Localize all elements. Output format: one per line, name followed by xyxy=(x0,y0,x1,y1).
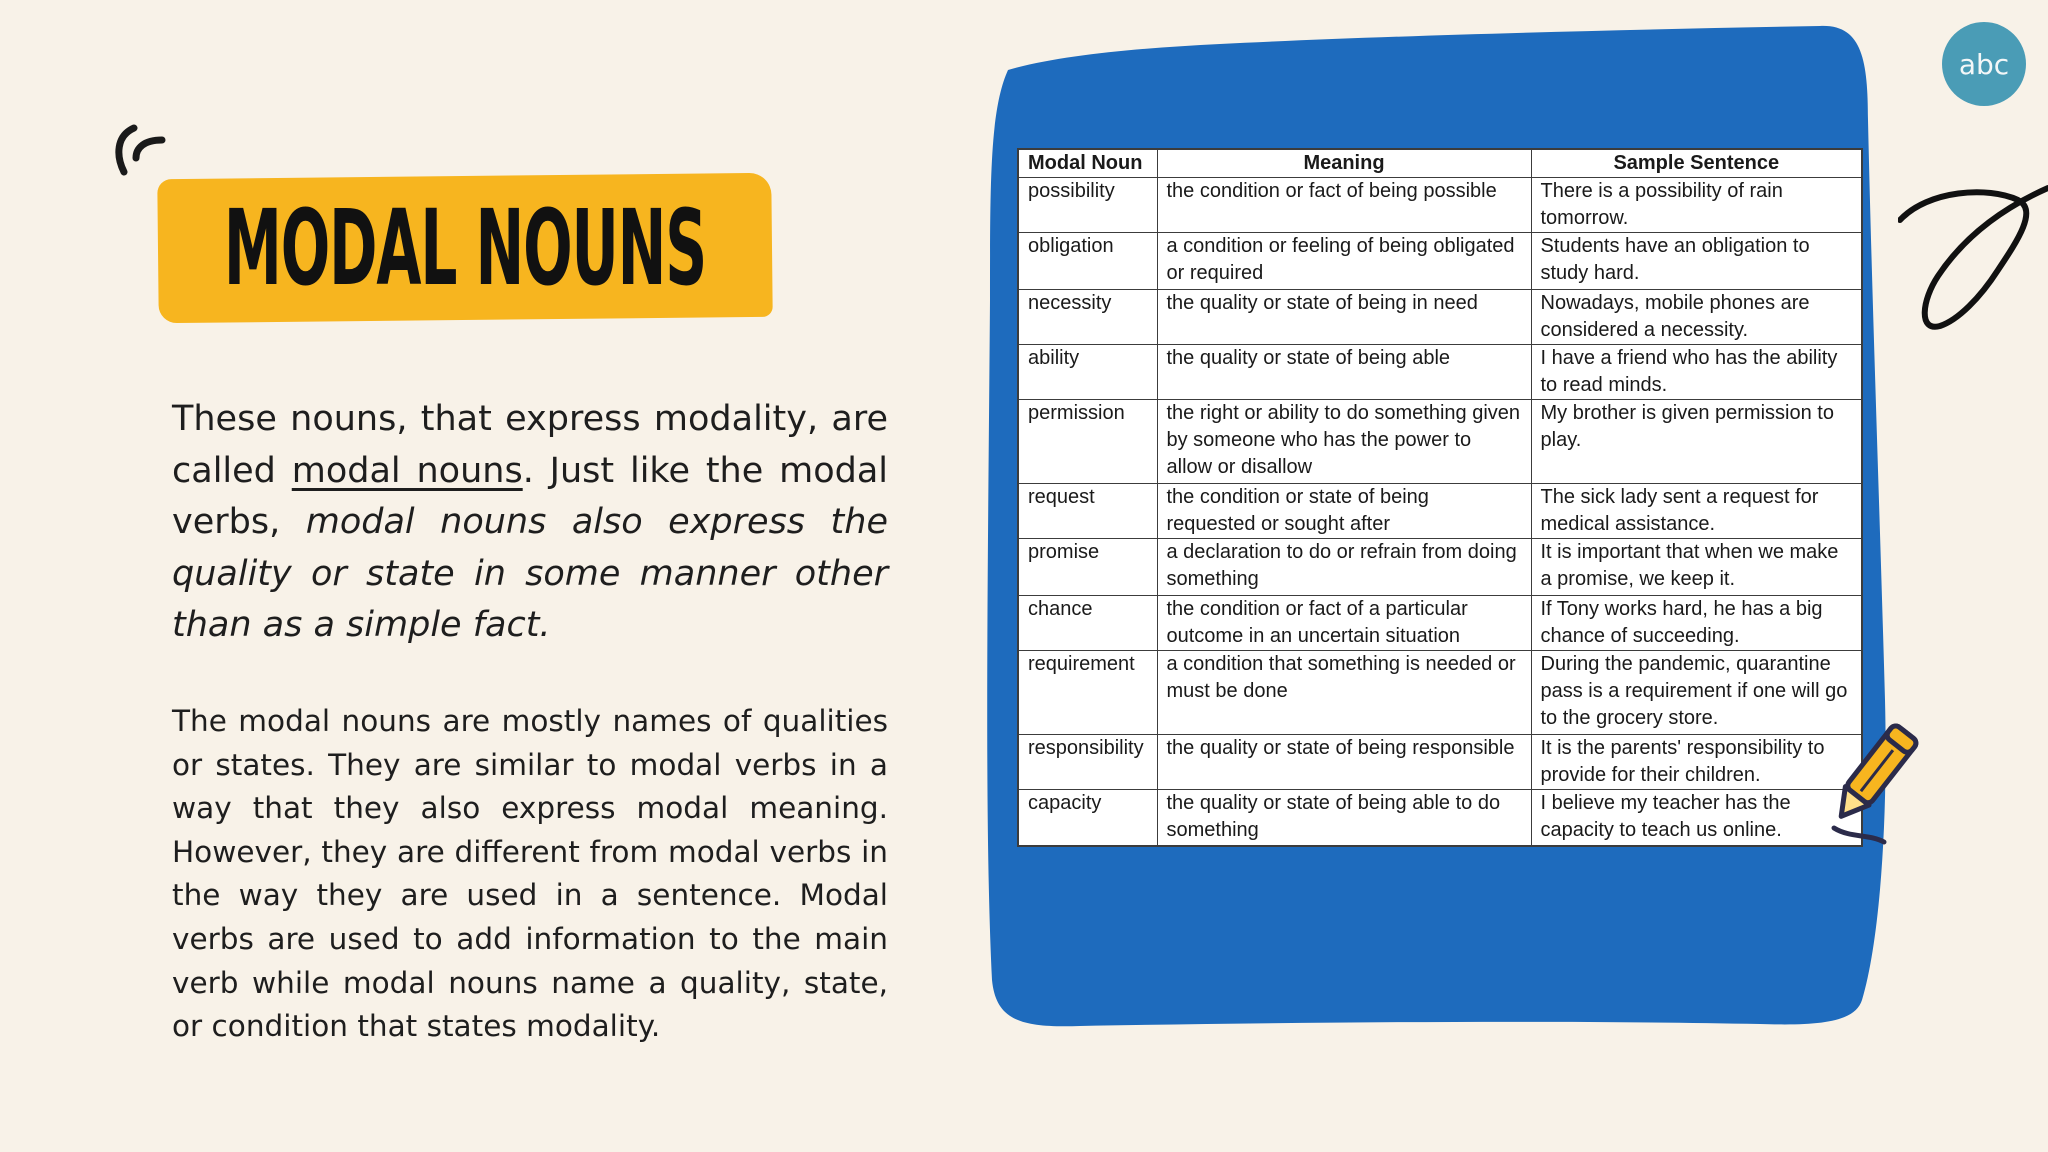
cell-sentence: I have a friend who has the ability to read minds. xyxy=(1531,345,1862,400)
header-sample-sentence: Sample Sentence xyxy=(1531,149,1862,178)
table-row xyxy=(1018,651,1862,735)
cell-noun: responsibility xyxy=(1018,734,1157,789)
cell-meaning: the condition or state of being requested or sought after xyxy=(1157,484,1531,539)
page-title: MODAL NOUNS xyxy=(223,187,707,309)
cell-noun: capacity xyxy=(1018,790,1157,846)
intro-emphasis: modal nouns also express the quality or state in some manner other than as a simple fact. xyxy=(172,502,888,645)
cell-meaning: a condition that something is needed or must be done xyxy=(1157,651,1531,735)
cell-sentence: Students have an obligation to study hard. xyxy=(1531,233,1862,289)
table-row xyxy=(1018,484,1862,539)
intro-text-1: These nouns, that express modality, are called xyxy=(172,399,888,491)
abc-badge: abc xyxy=(1942,22,2026,106)
table-row xyxy=(1018,233,1862,289)
pen-icon xyxy=(1826,716,1922,846)
intro-text-2: . Just like the modal verbs, xyxy=(172,450,889,542)
header-meaning: Meaning xyxy=(1157,149,1531,178)
cell-sentence: If Tony works hard, he has a big chance of succeeding. xyxy=(1531,595,1862,650)
table-row xyxy=(1018,595,1862,650)
cell-noun: possibility xyxy=(1018,178,1157,233)
cell-noun: permission xyxy=(1018,400,1157,484)
cell-meaning: the quality or state of being in need xyxy=(1157,289,1531,344)
table-row xyxy=(1018,178,1862,233)
table-row xyxy=(1018,734,1862,789)
modal-nouns-term: modal nouns xyxy=(291,450,523,491)
cell-sentence: It is important that when we make a promise, we keep it. xyxy=(1531,539,1862,595)
table-row xyxy=(1018,400,1862,484)
cell-meaning: the condition or fact of being possible xyxy=(1157,178,1531,233)
table-row xyxy=(1018,345,1862,400)
table-row xyxy=(1018,790,1862,846)
cell-meaning: the quality or state of being responsible xyxy=(1157,734,1531,789)
cell-sentence: My brother is given permission to play. xyxy=(1531,400,1862,484)
cell-sentence: The sick lady sent a request for medical assistance. xyxy=(1531,484,1862,539)
cell-sentence: I believe my teacher has the capacity to teach us online. xyxy=(1531,790,1862,846)
cell-sentence: Nowadays, mobile phones are considered a necessity. xyxy=(1531,289,1862,344)
cell-sentence: During the pandemic, quarantine pass is a requirement if one will go to the grocery store. xyxy=(1531,651,1862,735)
modal-nouns-table xyxy=(1017,148,1863,847)
swirl-doodle-icon xyxy=(1898,180,2048,340)
cell-noun: chance xyxy=(1018,595,1157,650)
cell-noun: promise xyxy=(1018,539,1157,595)
cell-noun: ability xyxy=(1018,345,1157,400)
cell-sentence: There is a possibility of rain tomorrow. xyxy=(1531,178,1862,233)
cell-noun: requirement xyxy=(1018,651,1157,735)
body-paragraph: The modal nouns are mostly names of qualities or states. They are similar to modal verbs in a way that they also express modal meaning. However, they are different from modal verbs in the way they are used in a sentence. Modal verbs are used to add information to the main verb while modal nouns name a quality, state, or condition that states modality. xyxy=(172,704,888,1044)
table-row xyxy=(1018,539,1862,595)
cell-meaning: the condition or fact of a particular outcome in an uncertain situation xyxy=(1157,595,1531,650)
cell-noun: request xyxy=(1018,484,1157,539)
cell-meaning: a condition or feeling of being obligated or required xyxy=(1157,233,1531,289)
cell-noun: necessity xyxy=(1018,289,1157,344)
cell-meaning: the right or ability to do something given by someone who has the power to allow or disallow xyxy=(1157,400,1531,484)
cell-meaning: the quality or state of being able xyxy=(1157,345,1531,400)
table-header-row xyxy=(1018,149,1862,178)
header-modal-noun: Modal Noun xyxy=(1018,149,1157,178)
cell-meaning: a declaration to do or refrain from doing something xyxy=(1157,539,1531,595)
table-row xyxy=(1018,289,1862,344)
cell-meaning: the quality or state of being able to do something xyxy=(1157,790,1531,846)
cell-sentence: It is the parents' responsibility to provide for their children. xyxy=(1531,734,1862,789)
cell-noun: obligation xyxy=(1018,233,1157,289)
